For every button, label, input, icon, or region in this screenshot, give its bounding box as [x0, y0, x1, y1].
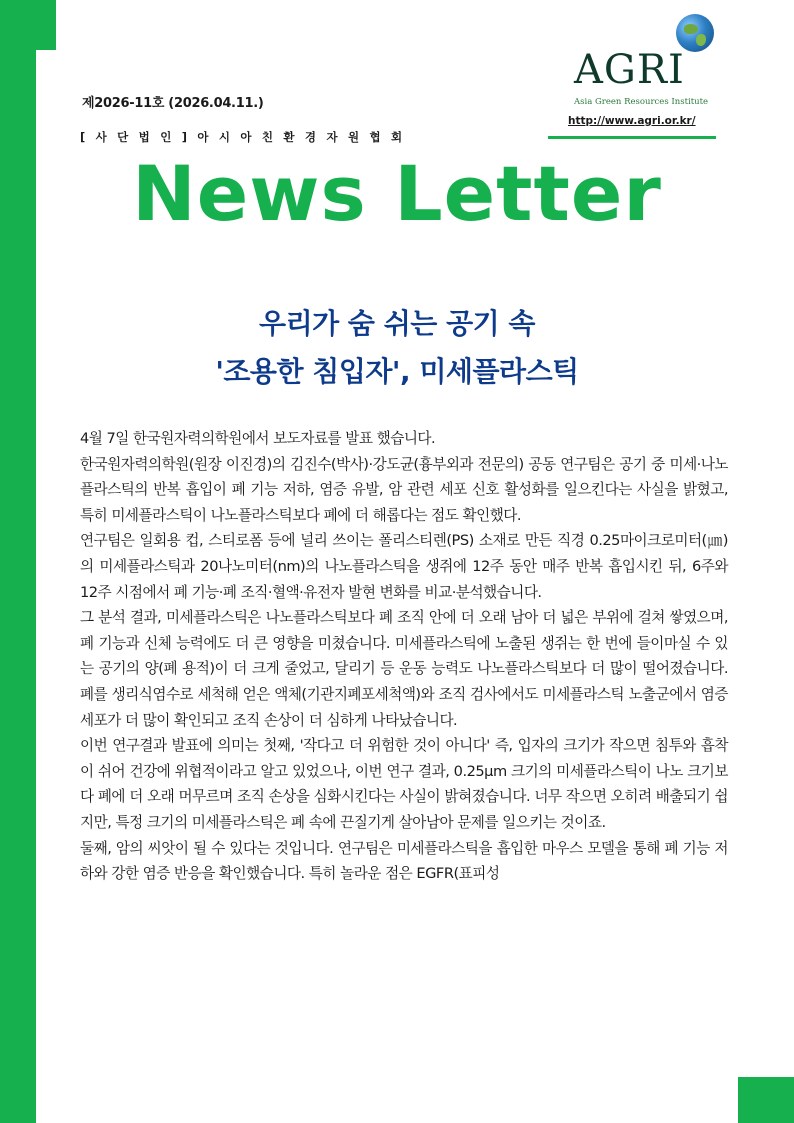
body-paragraph-5: 이번 연구결과 발표에 의미는 첫째, '작다고 더 위험한 것이 아니다' 즉, 입자의 크기가 작으면 침투와 흡착이 쉬어 건강에 위협적이라고 알고 있었으나, 이번 연구 결과, 0.25μm 크기의 미세플라스틱이 나노 크기보다 폐에 더 오래 머무르며 조직 손상을 심화시킨다는 사실이 밝혀졌습니다. 너무 작으면 오히려 배출되기 쉽지만, 특정 크기의 미세플라스틱은 폐 속에 끈질기게 살아남아 문제를 일으키는 것이죠. — [80, 737, 728, 831]
logo-subtitle: Asia Green Resources Institute — [574, 97, 709, 107]
header-divider — [548, 136, 716, 139]
headline-line-2: '조용한 침입자', 미세플라스틱 — [215, 355, 579, 388]
headline-line-1: 우리가 숨 쉬는 공기 속 — [259, 307, 535, 340]
logo-wordmark: AGRI — [574, 47, 685, 93]
issue-number: 제2026-11호 (2026.04.11.) — [82, 96, 264, 111]
body-paragraph-3: 연구팀은 일회용 컵, 스티로폼 등에 널리 쓰이는 폴리스티렌(PS) 소재로 만든 직경 0.25마이크로미터(㎛)의 미세플라스틱과 20나노미터(nm)의 나노플라스틱을 생쥐에 12주 동안 매주 반복 흡입시킨 뒤, 6주와 12주 시점에서 폐 기능·폐 조직·혈액·유전자 발현 변화를 비교·분석했습니다. — [80, 532, 728, 601]
article-body — [80, 426, 728, 887]
body-paragraph-2: 한국원자력의학원(원장 이진경)의 김진수(박사)·강도균(흉부외과 전문의) 공동 연구팀은 공기 중 미세·나노플라스틱의 반복 흡입이 폐 기능 저하, 염증 유발, 암 관련 세포 신호 활성화를 일으킨다는 사실을 밝혔고, 특히 미세플라스틱이 나노플라스틱보다 폐에 더 해롭다는 점도 확인했다. — [80, 455, 728, 524]
top-green-tab — [36, 0, 56, 50]
body-paragraph-1: 4월 7일 한국원자력의학원에서 보도자료를 발표 했습니다. — [80, 430, 436, 447]
article-headline — [0, 300, 794, 396]
bottom-right-green-block — [738, 1077, 794, 1123]
body-paragraph-4: 그 분석 결과, 미세플라스틱은 나노플라스틱보다 폐 조직 안에 더 오래 남아 더 넓은 부위에 걸쳐 쌓였으며, 폐 기능과 신체 능력에도 더 큰 영향을 미쳤습니다. 미세플라스틱에 노출된 생쥐는 한 번에 들이마실 수 있는 공기의 양(폐 용적)이 더 크게 줄었고, 달리기 등 운동 능력도 나노플라스틱보다 더 많이 떨어졌습니다. 폐를 생리식염수로 세척해 얻은 액체(기관지폐포세척액)와 조직 검사에서도 미세플라스틱 노출군에서 염증 세포가 더 많이 확인되고 조직 손상이 더 심하게 나타났습니다. — [80, 609, 728, 729]
website-link[interactable]: http://www.agri.or.kr/ — [568, 115, 696, 127]
agri-logo — [570, 14, 720, 114]
body-paragraph-6: 둘째, 암의 씨앗이 될 수 있다는 것입니다. 연구팀은 미세플라스틱을 흡입한 마우스 모델을 통해 폐 기능 저하와 강한 염증 반응을 확인했습니다. 특히 놀라운 점은 EGFR(표피성 — [80, 839, 728, 883]
organization-name: [ 사 단 법 인 ] 아 시 아 친 환 경 자 원 협 회 — [80, 130, 406, 144]
newsletter-masthead: News Letter — [132, 149, 662, 238]
